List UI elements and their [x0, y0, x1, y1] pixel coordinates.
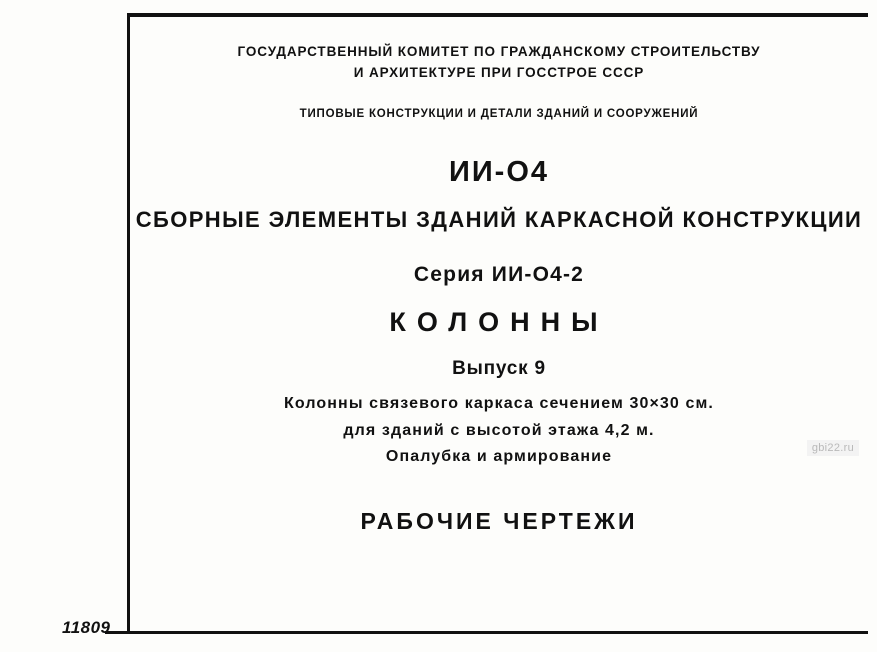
- page-border-top: [128, 13, 868, 17]
- description-block: [130, 392, 868, 470]
- stamp-number: 11809: [62, 618, 111, 637]
- series-label: Серия ИИ-О4-2: [413, 262, 585, 286]
- elements-title: СБОРНЫЕ ЭЛЕМЕНТЫ ЗДАНИЙ КАРКАСНОЙ КОНСТРУКЦИИ: [135, 206, 863, 232]
- title-block: [130, 20, 868, 535]
- description-line-1: Колонны связевого каркаса сечением 30×30 см.: [284, 394, 714, 412]
- watermark-label: gbi22.ru: [807, 440, 859, 456]
- description-line-2: для зданий с высотой этажа 4,2 м.: [343, 421, 655, 439]
- organization-heading: [130, 42, 868, 84]
- issue-label: Выпуск 9: [452, 357, 546, 379]
- page-border-bottom: [105, 631, 868, 634]
- main-title: КОЛОННЫ: [389, 306, 609, 337]
- document-subtitle: ТИПОВЫЕ КОНСТРУКЦИИ И ДЕТАЛИ ЗДАНИЙ И СООРУЖЕНИЙ: [299, 107, 699, 120]
- organization-line-1: ГОСУДАРСТВЕННЫЙ КОМИТЕТ ПО ГРАЖДАНСКОМУ СТРОИТЕЛЬСТВУ: [237, 44, 761, 59]
- document-code: ИИ-О4: [448, 155, 550, 188]
- organization-line-2: И АРХИТЕКТУРЕ ПРИ ГОССТРОЕ СССР: [353, 64, 645, 80]
- drawings-label: РАБОЧИЕ ЧЕРТЕЖИ: [360, 508, 638, 535]
- description-line-3: Опалубка и армирование: [385, 448, 613, 466]
